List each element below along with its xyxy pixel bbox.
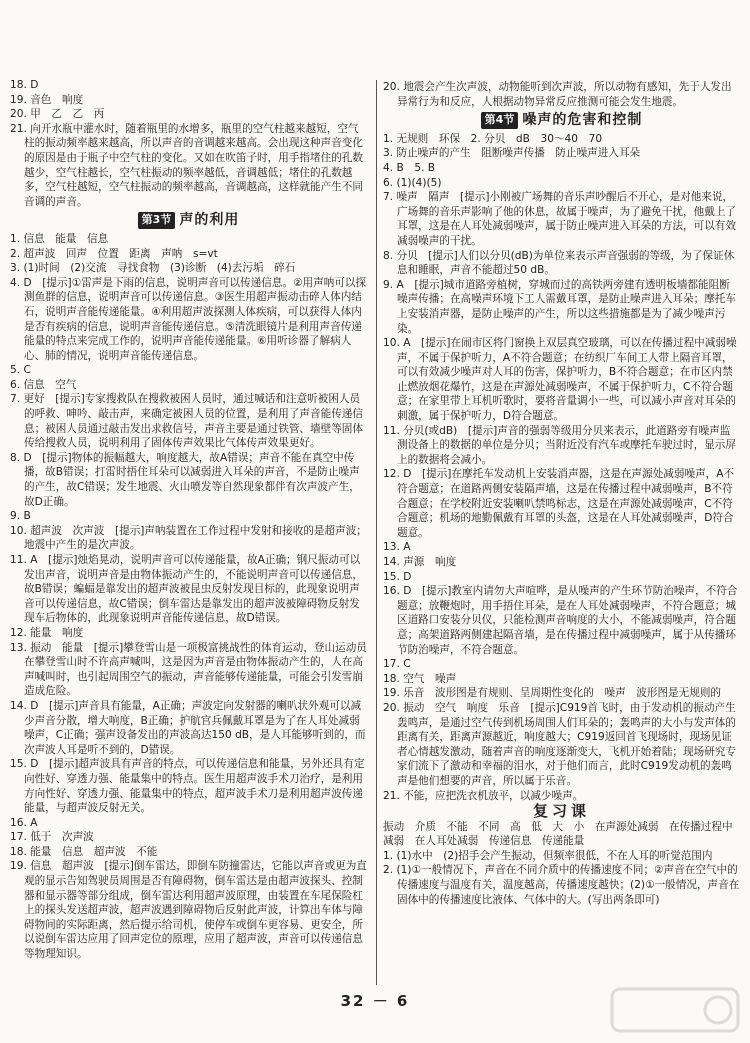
answer-item: 20. 地震会产生次声波，动物能听到次声波，所以动物有感知，先于人发出异常行为和反应，人根据动物异常反应推测可能会发生地震。	[383, 81, 732, 108]
page-number: 32 － 6	[340, 992, 410, 1010]
answer-item: 2. (1)①一般情况下，声音在不同介质中的传播速度不同；②声音在空气中的传播速度与温度有关，温度越高，传播速度越快；(2)①一般情况，声音在固体中的传播速度比液体、气体中的大。(写出两条即可)	[383, 864, 740, 906]
answer-item: 1. 无规则 环保 2. 分贝 dB 30～40 70	[383, 132, 603, 145]
answer-item: 6. (1)(4)(5)	[383, 176, 442, 189]
answer-item: 15. D	[383, 570, 412, 583]
section-badge: 第3节	[138, 212, 176, 229]
answer-item: 3. (1)时间 (2)交流 寻找食物 (3)诊断 (4)去污垢 碎石	[10, 262, 296, 275]
answer-item: 3. 防止噪声的产生 阻断噪声传播 防止噪声进入耳朵	[383, 147, 641, 160]
section-heading	[383, 112, 740, 129]
right-column	[383, 80, 740, 907]
answer-item: 17. 低于 次声波	[10, 831, 94, 844]
answer-item: 19. 音色 响度	[10, 93, 84, 106]
answer-item: 20. 甲 乙 乙 丙	[10, 108, 105, 121]
answer-item: 11. 分贝(或dB) [提示]声音的强弱等级用分贝来表示，此道路旁有噪声监测设备上的数据的单位是分贝；当附近没有汽车或摩托车驶过时，显示屏上的数据将会减小。	[383, 424, 736, 466]
right-top-list	[383, 80, 740, 109]
answer-item: 18. D	[10, 79, 39, 91]
answer-item: 1. (1)水中 (2)招手会产生振动，但频率很低，不在人耳的听觉范围内	[383, 849, 713, 862]
review-title: 复习课	[532, 802, 590, 821]
section-title: 声的利用	[179, 212, 240, 229]
answer-item: 21. 向开水瓶中灌水时，随着瓶里的水增多，瓶里的空气柱越来越短，空气柱的振动频率越来越高，所以声音的音调越来越高。会出现这种声音变化的原因是由于瓶子中空气柱的变化。又如在吹笛子时，用手指堵住的孔数越少，空气柱越长，空气柱振动的频率越低，音调越低；堵住的孔数越多，空气柱越短，空气柱振动的频率越高，音调越高，这样就能产生不同音调的声音。	[10, 122, 363, 208]
section-heading	[10, 212, 367, 229]
review-intro: 振动 介质 不能 不同 高 低 大 小 在声源处减弱 在传播过程中减弱 在人耳处减弱 传递信息 传递能量	[383, 820, 733, 848]
answer-item: 14. 声源 响度	[383, 556, 457, 568]
answer-item: 1. 信息 能量 信息	[10, 232, 109, 245]
answer-item: 12. D [提示]在摩托车发动机上安装消声器，这是在声源处减弱噪声，A不符合题意；在道路两侧安装隔声墙，这是在传播过程中减弱噪声，B不符合题意；在学校附近安装喇叭禁鸣标志，这是在声源处减弱噪声，C不符合题意；机场的地勤佩戴有耳罩的头盔，这是在人耳处减弱噪声，D符合题意。	[383, 468, 735, 539]
answer-item: 13. A	[383, 541, 411, 554]
section4-list	[383, 132, 740, 803]
answer-item: 9. A [提示]城市道路旁植树，穿城而过的高铁两旁建有透明板墙都能阻断噪声传播；在高噪声环境下工人需戴耳罩，是防止噪声进入耳朵；摩托车上安装消声器，是防止噪声的产生，所以这些措施都是为了减少噪声污染。	[383, 278, 736, 335]
answer-item: 12. 能量 响度	[10, 626, 84, 639]
section-badge: 第4节	[481, 112, 519, 129]
answer-item: 9. B	[10, 510, 31, 523]
answer-item: 2. 超声波 回声 位置 距离 声呐 s=vt	[10, 247, 218, 260]
answer-item: 8. D [提示]物体的振幅越大，响度越大，故A错误；声音不能在真空中传播，故B错误；打雷时捂住耳朵可以减弱进入耳朵的声音，不是防止噪声的产生，故C错误；发生地震、火山喷发等自然现象都伴有次声波产生，故D正确。	[10, 451, 360, 508]
answer-item: 7. 更好 [提示]专家搜救队在搜救被困人员时，通过喊话和注意听被困人员的呼救、呻吟、敲击声，来确定被困人员的位置，是利用了声音能传递信息；被困人员通过敲击发出求救信号，声音主要是通过铁管、墙壁等固体传给搜救人员，说明利用了固体传声效果比气体传声效果更好。	[10, 393, 363, 450]
answer-item: 16. A	[10, 816, 38, 829]
answer-item: 8. 分贝 [提示]人们以分贝(dB)为单位来表示声音强弱的等级，为了保证休息和睡眠，声音不能超过50 dB。	[383, 249, 735, 277]
column-divider	[376, 80, 377, 985]
answer-item: 4. B 5. B	[383, 161, 436, 174]
answer-item: 11. A [提示]烛焰晃动，说明声音可以传递能量，故A正确；钢尺振动可以发出声音，说明声音是由物体振动产生的，不能说明声音可以传递信息，故B错误；蝙蝠是靠发出的超声波被昆虫反射发现目标的，此现象说明声音可以传递信息，故C错误；倒车雷达是靠发出的超声波被障碍物反射发现车后物体的，此现象说明声音能传递信息，故D错误。	[10, 554, 363, 625]
answer-item: 10. A [提示]在闹市区将门窗换上双层真空玻璃，可以在传播过程中减弱噪声，不属于保护听力，A不符合题意；在纺织厂车间工人带上隔音耳罩，可以有效减少噪声对人耳的伤害，保护听力，B不符合题意；在市区内禁止燃放烟花爆竹，这是在声源处减弱噪声，不属于保护听力，C不符合题意；在家里带上耳机听歌时，要将音量调小一些，可以减小声音对耳朵的刺激，属于保护听力，D符合题意。	[383, 337, 737, 423]
answer-item: 10. 超声波 次声波 [提示]声呐装置在工作过程中发射和接收的是超声波；地震中产生的是次声波。	[10, 524, 367, 552]
answer-item: 13. 振动 能量 [提示]攀登雪山是一项极富挑战性的体育运动，登山运动员在攀登雪山时不许高声喊叫，这是因为声音是由物体振动产生的，人在高声喊叫时，也引起周围空气的振动，声音能够传递能量，可能会引发雪崩造成危险。	[10, 641, 367, 698]
answer-item: 20. 振动 空气 响度 乐音 [提示]C919首飞时，由于发动机的振动产生轰鸣声，是通过空气传到机场周围人们耳朵的；轰鸣声的大小与发声体的距离有关，距离声源越近，响度越大；C919返回首飞现场时，现场见证者心情越发激动，随着声音的响度逐渐变大，飞机开始着陆；现场研究专家们流下了激动和幸福的泪水，对于他们而言，此时C919发动机的轰鸣声是他们想要的声音，所以属于乐音。	[383, 701, 736, 787]
answer-item: 16. D [提示]教室内请勿大声喧哗，是从噪声的产生环节防治噪声，不符合题意；放鞭炮时，用手捂住耳朵，是在人耳处减弱噪声，不符合题意；城区道路口安装分贝仪，只能检测声音响度的大小，不能减弱噪声，符合题意；高架道路两侧建起隔音墙，是在传播过程中减弱噪声，属于从传播环节防治噪声，不符合题意。	[383, 585, 738, 656]
watermark-logo	[610, 987, 740, 1033]
section3-list	[10, 232, 367, 962]
left-column	[10, 78, 367, 962]
left-top-list	[10, 78, 367, 209]
answer-item: 4. D [提示]①雷声是下雨的信息，说明声音可以传递信息。②用声呐可以探测鱼群的信息，说明声音可以传递信息。③医生用超声振动击碎人体内结石，说明声音能传递能量。④利用超声波探测人体疾病，可以获得人体内是否有疾病的信息，说明声音能传递信息。⑤清洗眼镜片是利用声音传递能量的特点来完成工作的，说明声音能传递能量。⑥用听诊器了解病人心、肺的情况，说明声音能传递信息。	[10, 276, 367, 362]
answer-item: 14. D [提示]声音具有能量，A正确；声波定向发射器的喇叭状外观可以减少声音分散，增大响度，B正确；护航官兵佩戴耳罩是为了在人耳处减弱噪声，C正确；强声设备发出的声波高达150 dB，是人耳能够听到的，而次声波人耳是听不到的，D错误。	[10, 699, 366, 756]
answer-item: 17. C	[383, 658, 411, 671]
section-title: 噪声的危害和控制	[522, 112, 643, 129]
answer-item: 6. 信息 空气	[10, 378, 77, 391]
answer-item: 18. 能量 信息 超声波 不能	[10, 845, 158, 858]
answer-item: 19. 信息 超声波 [提示]倒车雷达，即倒车防撞雷达，它能以声音或更为直观的显示告知驾驶员周围是否有障碍物，倒车雷达是由超声波探头、控制器和显示器等部分组成，倒车雷达利用超声波原理，由装置在车尾保险杠上的探头发送超声波，超声波遇到障碍物后反射此声波，计算出车体与障碍物间的实际距离，然后提示给司机，使停车或倒车更容易、更安全，所以说倒车雷达应用了回声定位的原理，应用了超声波，声音可以传递信息等物理知识。	[10, 860, 367, 961]
answer-item: 7. 噪声 隔声 [提示]小刚被广场舞的音乐声吵醒后不开心，是对他来说，广场舞的音乐声影响了他的休息，故属于噪声，为了避免干扰，他戴上了耳罩，这是在人耳处减弱噪声，属于防止噪声进入耳朵的方法，可以有效减弱噪声的干扰。	[383, 191, 736, 247]
answer-item: 18. 空气 噪声	[383, 672, 457, 685]
answer-item: 21. 不能，应把洗衣机放平，以减少噪声。	[383, 789, 584, 802]
answer-item: 5. C	[10, 364, 31, 377]
answer-item: 15. D [提示]超声波具有声音的特点，可以传递信息和能量，另外还具有定向性好、穿透力强、能量集中的特点。医生用超声波手术刀治疗，是利用方向性好、穿透力强、能量集中的特点，超声波手术刀是利用超声波传递能量，与超声波反射无关。	[10, 758, 365, 815]
answer-item: 19. 乐音 波形图是有规则、呈周期性变化的 噪声 波形图是无规则的	[383, 687, 722, 700]
